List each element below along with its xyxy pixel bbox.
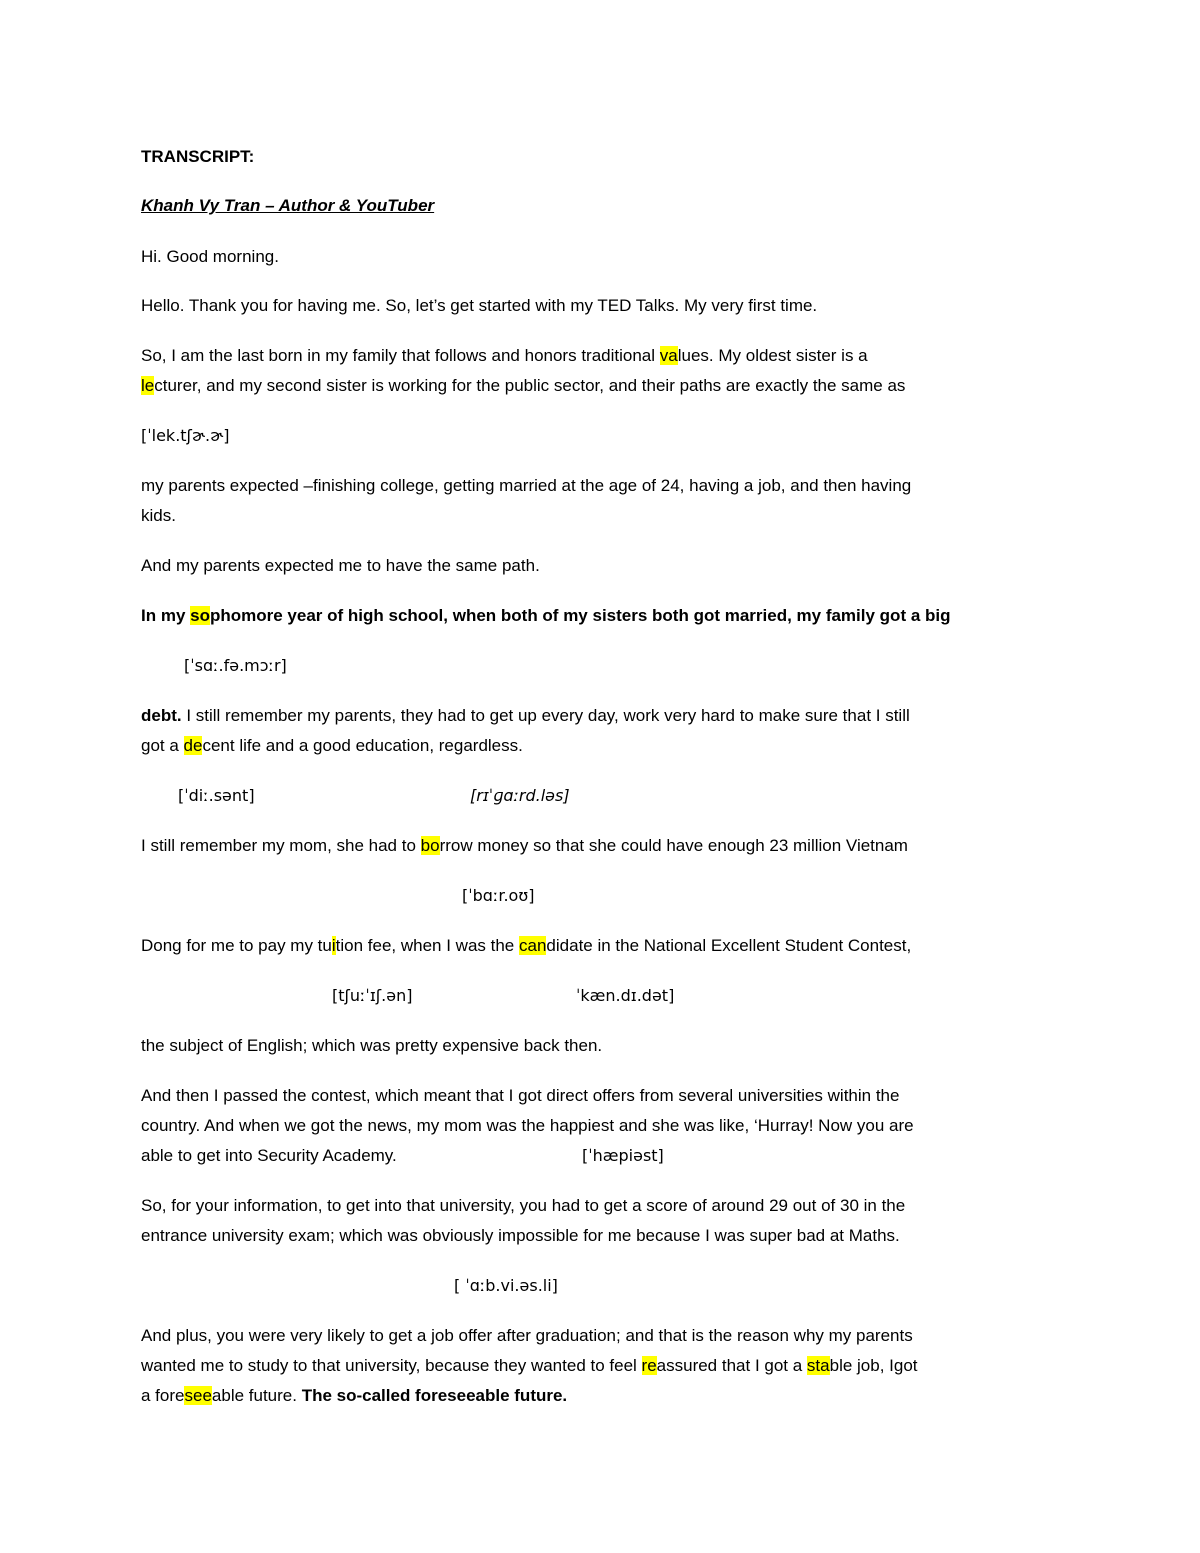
text-run: didate in the National Excellent Student Contest, xyxy=(546,936,912,955)
ipa-tuition: [tʃuːˈɪʃ.ən] xyxy=(332,986,413,1005)
text-run: rrow money so that she could have enough 23 million Vietnam xyxy=(439,836,908,855)
text-run: wanted me to study to that university, because they wanted to feel xyxy=(141,1356,642,1375)
ipa-decent: [ˈdiː.sənt] xyxy=(178,786,255,805)
paragraph-expected-line-2: kids. xyxy=(141,506,176,525)
highlight-mark: so xyxy=(190,606,210,625)
text-run: tion fee, when I was the xyxy=(335,936,519,955)
ipa-happiest: [ˈhæpiəst] xyxy=(582,1146,664,1165)
paragraph-debt-line-1 xyxy=(141,701,910,731)
highlight-mark: re xyxy=(641,1356,657,1375)
paragraph-intro: Hello. Thank you for having me. So, let’s get started with my TED Talks. My very first time. xyxy=(141,296,818,315)
ipa-sophomore: [ˈsɑː.fə.mɔːr] xyxy=(184,656,287,675)
highlight-mark: de xyxy=(183,736,203,755)
transcript-heading: TRANSCRIPT: xyxy=(141,147,255,166)
text-run: I still remember my mom, she had to xyxy=(141,836,421,855)
text-run-bold: The so-called foreseeable future. xyxy=(301,1386,568,1405)
highlight-mark: sta xyxy=(806,1356,830,1375)
text-run: phomore year of high school, when both of my sisters both got married, my family got a big xyxy=(209,606,951,625)
paragraph-future-line-3 xyxy=(141,1381,567,1411)
highlight-mark: va xyxy=(659,346,678,365)
text-run: assured that I got a xyxy=(656,1356,807,1375)
paragraph-score-line-1: So, for your information, to get into that university, you had to get a score of around 29 out of 30 in the xyxy=(141,1196,906,1215)
paragraph-borrow xyxy=(141,831,908,861)
ipa-regardless: [rɪˈɡɑːrd.ləs] xyxy=(470,786,570,805)
author-line: Khanh Vy Tran – Author & YouTuber xyxy=(141,196,435,215)
paragraph-sophomore xyxy=(141,601,951,631)
paragraph-debt-line-2 xyxy=(141,731,523,761)
paragraph-subject: the subject of English; which was pretty expensive back then. xyxy=(141,1036,603,1055)
highlight-mark: bo xyxy=(420,836,440,855)
text-run-bold: debt. xyxy=(141,706,182,725)
paragraph-tuition xyxy=(141,931,911,961)
paragraph-expected-line-1: my parents expected –finishing college, getting married at the age of 24, having a job, and then having xyxy=(141,476,912,495)
text-run: cent life and a good education, regardless. xyxy=(202,736,523,755)
paragraph-contest-line-2: country. And when we got the news, my mom was the happiest and she was like, ‘Hurray! Now you are xyxy=(141,1116,914,1135)
highlight-mark: see xyxy=(184,1386,212,1405)
text-run: So, I am the last born in my family that follows and honors traditional xyxy=(141,346,660,365)
highlight-mark: le xyxy=(141,376,155,395)
text-run: In my xyxy=(141,606,191,625)
paragraph-future-line-2 xyxy=(141,1351,918,1381)
highlight-mark: can xyxy=(519,936,547,955)
ipa-obviously: [ ˈɑːb.vi.əs.li] xyxy=(454,1276,558,1295)
text-run: cturer, and my second sister is working for the public sector, and their paths are exactly the same as xyxy=(154,376,906,395)
paragraph-family-line-1 xyxy=(141,341,868,371)
paragraph-contest-line-1: And then I passed the contest, which meant that I got direct offers from several universities within the xyxy=(141,1086,900,1105)
highlight-mark: i xyxy=(331,936,336,955)
text-run: lues. My oldest sister is a xyxy=(677,346,868,365)
text-run: I still remember my parents, they had to get up every day, work very hard to make sure that I still xyxy=(181,706,910,725)
paragraph-family-line-2 xyxy=(141,371,905,401)
paragraph-same-path: And my parents expected me to have the same path. xyxy=(141,556,540,575)
ipa-candidate: ˈkæn.dɪ.dət] xyxy=(576,986,675,1005)
text-run: got a xyxy=(141,736,184,755)
paragraph-contest-line-3: able to get into Security Academy. xyxy=(141,1146,397,1165)
text-run: ble job, Igot xyxy=(829,1356,918,1375)
text-run: Dong for me to pay my tu xyxy=(141,936,332,955)
ipa-borrow: [ˈbɑːr.oʊ] xyxy=(462,886,535,905)
paragraph-score-line-2: entrance university exam; which was obviously impossible for me because I was super bad at Maths. xyxy=(141,1226,900,1245)
text-run: a fore xyxy=(141,1386,185,1405)
text-run: able future. xyxy=(211,1386,302,1405)
paragraph-future-line-1: And plus, you were very likely to get a job offer after graduation; and that is the reason why my parents xyxy=(141,1326,913,1345)
paragraph-greeting: Hi. Good morning. xyxy=(141,247,279,266)
ipa-lecturer: [ˈlek.tʃɚ.ɚ] xyxy=(141,426,230,445)
